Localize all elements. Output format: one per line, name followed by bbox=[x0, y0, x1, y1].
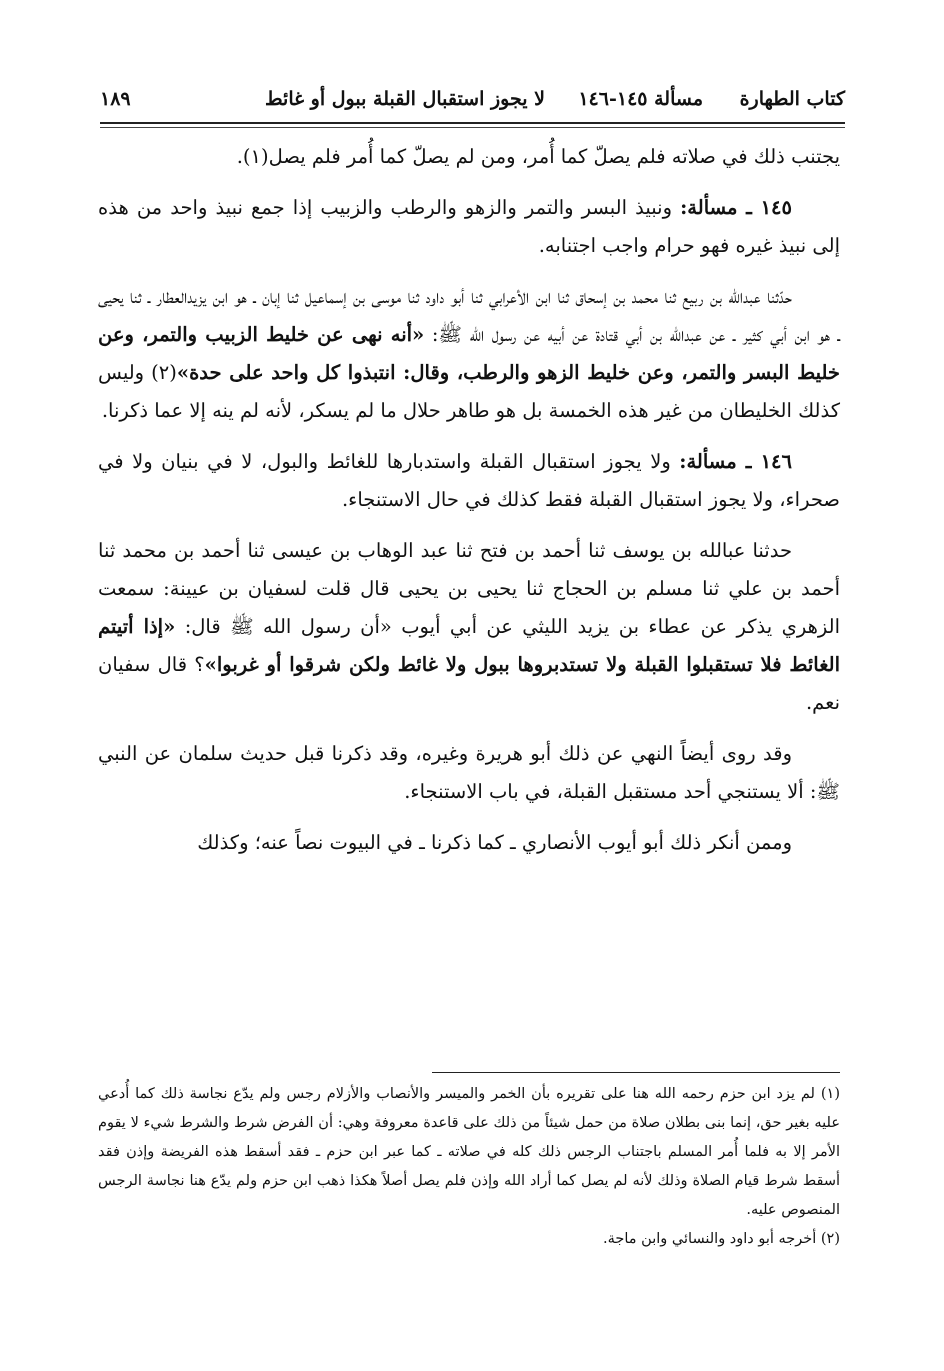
hadith-text-1: «أنه نهى عن خليط الزبيب والتمر، وعن خليط البسر والتمر، وعن خليط الزهو والرطب، وقال: انتبذوا كل واحد على حدة» bbox=[98, 323, 840, 384]
issue-146-text: ولا يجوز استقبال القبلة واستدبارها للغائط والبول، لا في بنيان ولا في صحراء، ولا يجوز استقبال القبلة فقط كذلك في حال الاستنجاء. bbox=[98, 450, 840, 511]
hadith-paragraph-1 bbox=[98, 278, 840, 430]
page-number: ١٨٩ bbox=[100, 88, 131, 110]
main-text bbox=[98, 138, 840, 875]
issue-146 bbox=[98, 443, 840, 519]
running-header bbox=[100, 86, 845, 120]
header-book-title: كتاب الطهارة bbox=[739, 88, 845, 110]
paragraph-7 bbox=[98, 824, 840, 862]
commentary-1: (٢) وليس كذلك الخليطان من غير هذه الخمسة بل هو طاهر حلال ما لم يسكر، لأنه لم ينه إلا عما ذكرنا. bbox=[98, 361, 840, 422]
isnad-2: حدثنا عبالله بن يوسف ثنا أحمد بن فتح ثنا عبد الوهاب بن عيسى ثنا أحمد بن محمد ثنا أحمد بن علي ثنا مسلم بن الحجاج ثنا يحيى بن يحيى قال قلت لسفيان بن عيينة: سمعت الزهري يذكر عن عطاء بن يزيد الليثي عن أبي أيوب «أن رسول الله ﷺ قال: bbox=[98, 539, 840, 638]
hadith-text-2: «إذا أتيتم الغائط فلا تستقبلوا القبلة ولا تستدبروها ببول ولا غائط ولكن شرقوا أو غربوا» bbox=[98, 615, 840, 676]
issue-145-text: ونبيذ البسر والتمر والزهو والرطب والزبيب إذا جمع نبيذ واحد من هذه إلى نبيذ غيره فهو حرام واجب اجتنابه. bbox=[98, 196, 840, 257]
issue-146-label: ١٤٦ ـ مسألة: bbox=[679, 450, 792, 473]
footnote-2: (٢) أخرجه أبو داود والنسائي وابن ماجة. bbox=[603, 1231, 840, 1247]
issue-145 bbox=[98, 189, 840, 265]
isnad-1: حدّثنا عبدالله بن ربيع ثنا محمد بن إسحاق ثنا ابن الأعرابي ثنا أبو داود ثنا موسى بن إسماعيل ثنا إبان ـ هو ابن يزيدالعطار ـ ثنا يحيى ـ هو ابن أبي كثير ـ عن عبدالله بن أبي قتادة عن أبيه عن رسول الله ﷺ: bbox=[98, 285, 840, 346]
paragraph-6-text: وقد روى أيضاً النهي عن ذلك أبو هريرة وغيره، وقد ذكرنا قبل حديث سلمان عن النبي ﷺ: ألا يستنجي أحد مستقبل القبلة، في باب الاستنجاء. bbox=[98, 742, 840, 803]
header-issue-range: مسألة ١٤٥-١٤٦ bbox=[578, 88, 703, 110]
paragraph-6 bbox=[98, 735, 840, 811]
issue-145-label: ١٤٥ ـ مسألة: bbox=[680, 196, 792, 219]
header-rule-thin bbox=[100, 127, 845, 128]
footnotes bbox=[98, 1080, 840, 1254]
paragraph-continuation bbox=[98, 138, 840, 176]
paragraph-1-text: يجتنب ذلك في صلاته فلم يصلّ كما أُمر، ومن لم يصلّ كما أُمر فلم يصل(١). bbox=[236, 145, 840, 168]
paragraph-7-text: وممن أنكر ذلك أبو أيوب الأنصاري ـ كما ذكرنا ـ في البيوت نصاً عنه؛ وكذلك bbox=[197, 831, 792, 854]
header-rule bbox=[100, 122, 845, 124]
footnote-1: (١) لم يزد ابن حزم رحمه الله هنا على تقريره بأن الخمر والميسر والأنصاب والأزلام رجس ولم يدّع نجاسة ذلك كما أُدعي عليه بغير حق، إنما بنى بطلان صلاة من حمل شيئاً من ذلك على قاعدة معروفة وهي: أن الفرض شرط والشرط شيء لا يقوم الأمر إلا به فلما أُمر المسلم باجتناب الرجس ذلك كله في صلاته ـ كما عبر ابن حزم ـ فقد أسقط هذه الفريضة وإذن فقد أسقط شرط قيام الصلاة وذلك لأنه لم يصل كما أراد الله وإذن فلم يصل أصلاً هكذا ذهب ابن حزم ولم يدّع هنا نجاسة الرجس المنصوص عليه. bbox=[98, 1086, 840, 1218]
hadith-paragraph-2 bbox=[98, 532, 840, 722]
commentary-2: ؟ قال سفيان نعم. bbox=[98, 653, 840, 714]
header-chapter-title: لا يجوز استقبال القبلة ببول أو غائط bbox=[265, 88, 545, 110]
footnote-rule bbox=[432, 1072, 840, 1073]
